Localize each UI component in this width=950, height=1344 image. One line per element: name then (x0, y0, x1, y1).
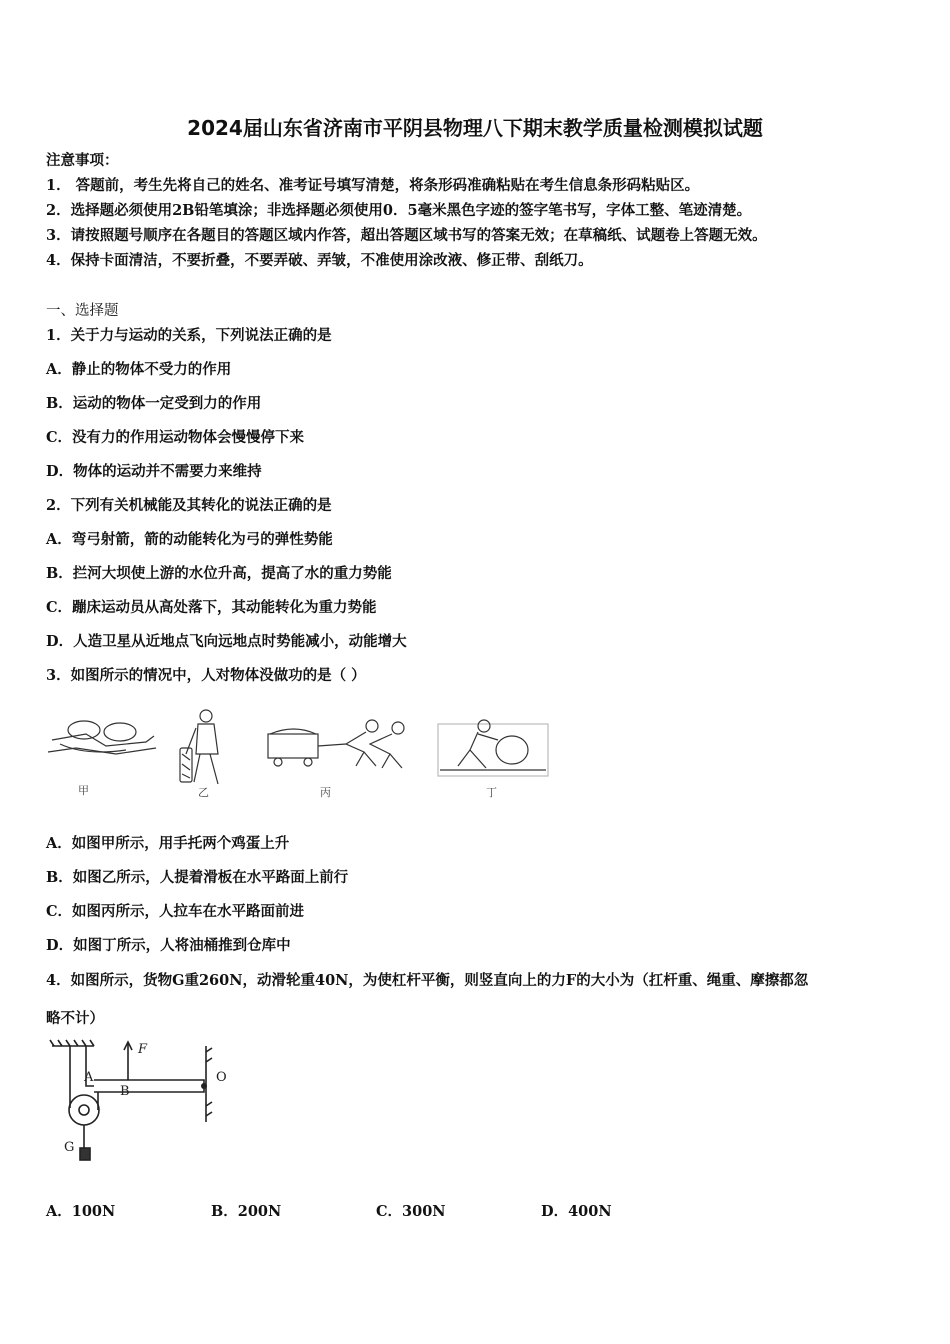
figure-pulling-cart (268, 720, 404, 768)
q3-figure (46, 704, 556, 804)
figure-pushing-barrel (438, 720, 548, 776)
notice-item: 3．请按照题号顺序在各题目的答题区域内作答，超出答题区域书写的答案无效；在草稿纸、试题卷上答题无效。 (46, 227, 767, 244)
figure-person-skateboard (180, 710, 218, 784)
figure-label: 丙 (320, 786, 331, 799)
notice-item: 2．选择题必须使用2B铅笔填涂；非选择题必须使用0．5毫米黑色字迹的签字笔书写，字体工整、笔迹清楚。 (46, 202, 752, 219)
section-heading: 一、选择题 (46, 303, 119, 319)
question-option: D．如图丁所示，人将油桶推到仓库中 (46, 937, 291, 954)
question-option: B．如图乙所示，人提着滑板在水平路面上前行 (46, 869, 349, 886)
q4-figure (46, 1036, 236, 1168)
question-stem-continued: 略不计） (46, 1010, 104, 1027)
question-option: B．运动的物体一定受到力的作用 (46, 395, 262, 412)
point-label-G: G (64, 1140, 75, 1155)
q3-figure-drawing (46, 704, 556, 804)
question-option: D．400N (541, 1203, 612, 1220)
figure-hand-eggs (48, 721, 156, 754)
question-option: C．300N (376, 1203, 446, 1220)
question-option: C．蹦床运动员从高处落下，其动能转化为重力势能 (46, 599, 377, 616)
question-stem: 2．下列有关机械能及其转化的说法正确的是 (46, 497, 332, 514)
question-option: D．人造卫星从近地点飞向远地点时势能减小，动能增大 (46, 633, 407, 650)
question-option: A．如图甲所示，用手托两个鸡蛋上升 (46, 835, 290, 852)
question-option: D．物体的运动并不需要力来维持 (46, 463, 262, 480)
question-option: C．没有力的作用运动物体会慢慢停下来 (46, 429, 305, 446)
point-label-O: O (216, 1070, 227, 1085)
question-stem: 1．关于力与运动的关系，下列说法正确的是 (46, 327, 332, 344)
question-option: A．弯弓射箭，箭的动能转化为弓的弹性势能 (46, 531, 333, 548)
figure-label: 丁 (486, 786, 497, 799)
question-option: B．拦河大坝使上游的水位升高，提高了水的重力势能 (46, 565, 392, 582)
question-stem: 3．如图所示的情况中，人对物体没做功的是（ ） (46, 667, 366, 684)
question-option: A．100N (46, 1203, 116, 1220)
page-title: 2024届山东省济南市平阴县物理八下期末教学质量检测模拟试题 (187, 116, 763, 140)
question-option: B．200N (211, 1203, 282, 1220)
point-label-A: A (84, 1070, 94, 1085)
force-label-F: F (138, 1042, 148, 1057)
figure-label: 甲 (78, 784, 89, 797)
notice-item: 4．保持卡面清洁，不要折叠，不要弄破、弄皱，不准使用涂改液、修正带、刮纸刀。 (46, 252, 593, 269)
notice-heading: 注意事项： (46, 152, 119, 169)
notice-item: 1． 答题前，考生先将自己的姓名、准考证号填写清楚，将条形码准确粘贴在考生信息条形码粘贴区。 (46, 177, 700, 194)
question-option: A．静止的物体不受力的作用 (46, 361, 232, 378)
point-label-B: B (120, 1084, 130, 1099)
question-stem: 4．如图所示，货物G重260N，动滑轮重40N，为使杠杆平衡，则竖直向上的力F的大小为（扛杆重、绳重、摩擦都忽 (46, 972, 809, 989)
question-option: C．如图丙所示，人拉车在水平路面前进 (46, 903, 305, 920)
figure-label: 乙 (198, 786, 209, 799)
